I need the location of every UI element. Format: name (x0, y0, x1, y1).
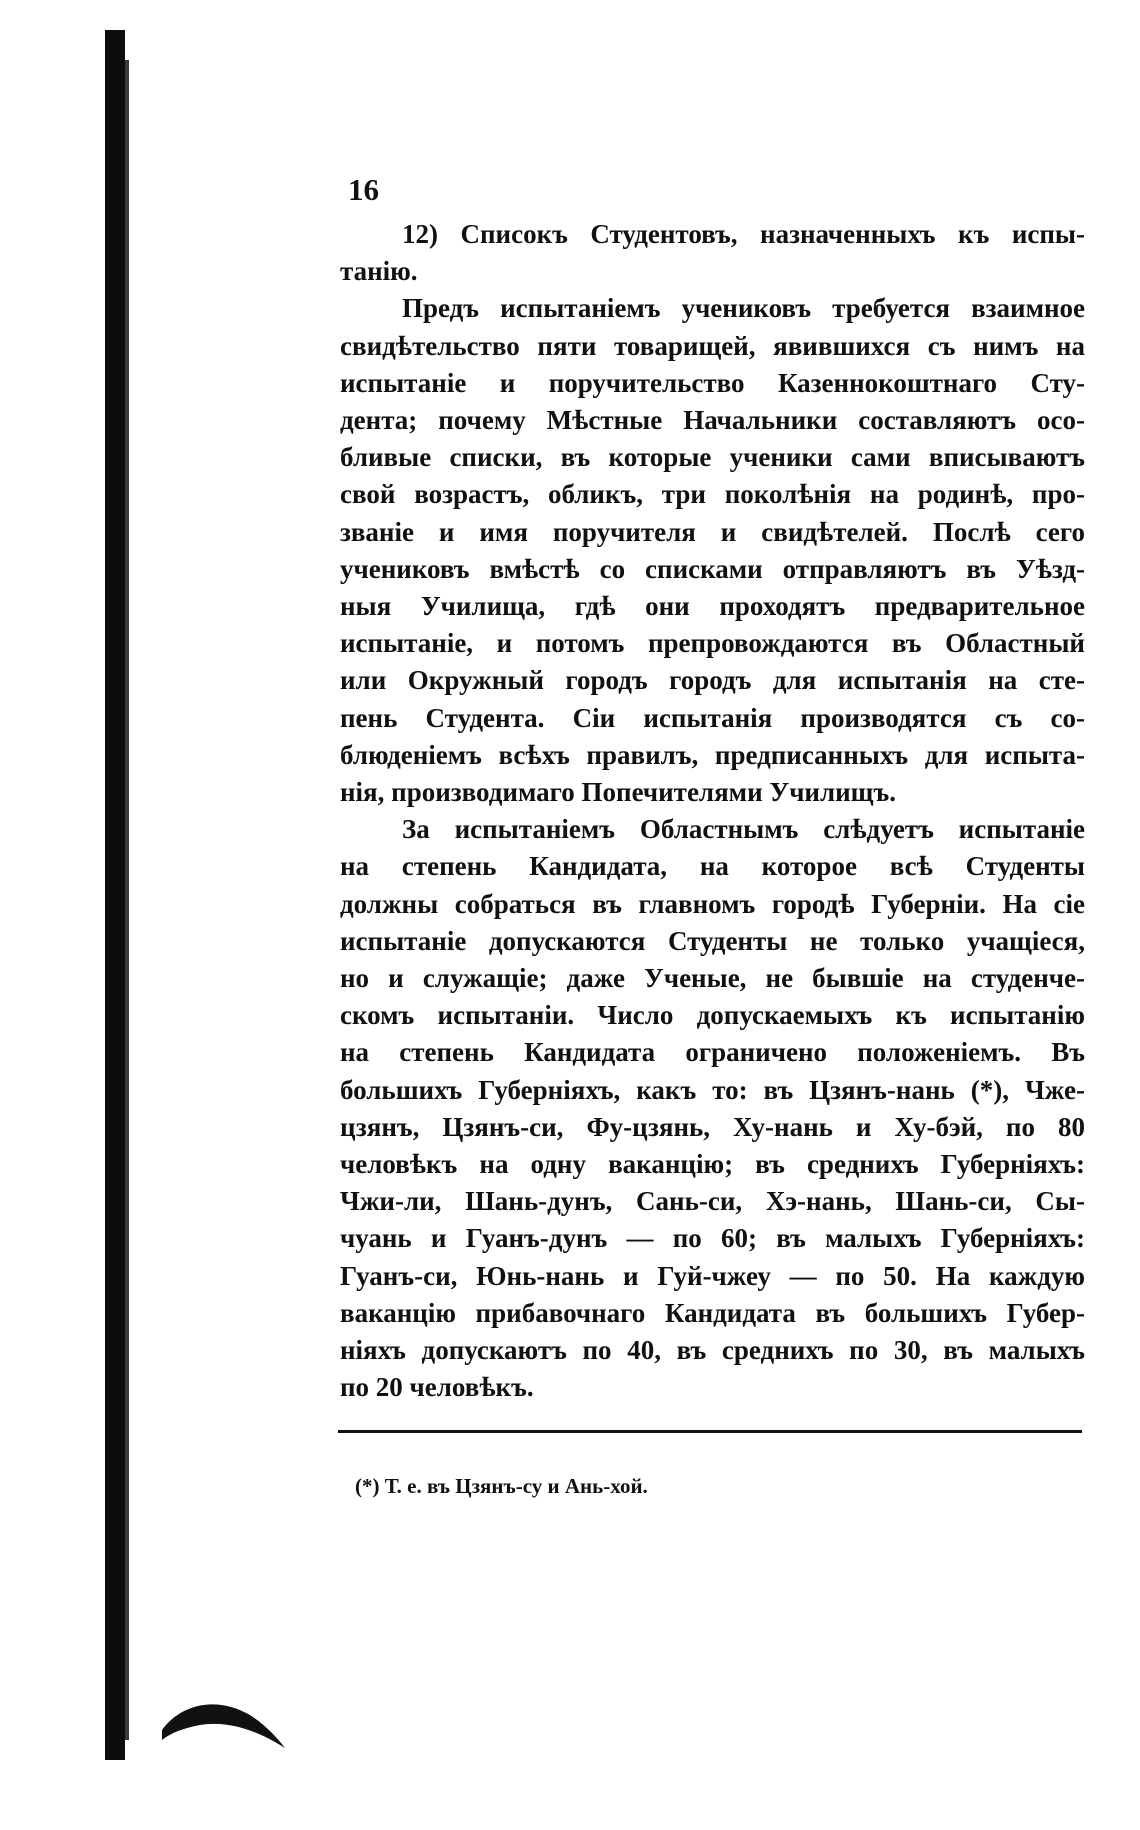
paragraph-line: учениковъ вмѣстѣ со списками отправляютъ въ Уѣзд- (340, 553, 1085, 584)
paragraph-line: цзянъ, Цзянъ-си, Фу-цзянь, Ху-нань и Ху-бэй, по 80 (340, 1111, 1085, 1142)
paragraph-line: Чжи-ли, Шань-дунъ, Сань-си, Хэ-нань, Шань-си, Сы- (340, 1186, 1085, 1217)
paragraph-line: испытаніе, и потомъ препровождаются въ Областный (340, 628, 1085, 659)
paragraph-line: испытаніе и поручительство Казеннокоштнаго Сту- (340, 367, 1085, 398)
paragraph-line: испытаніе допускаются Студенты не только учащіеся, (340, 925, 1085, 956)
paragraph-line: Гуанъ-си, Юнь-нань и Гуй-чжеу — по 50. На каждую (340, 1260, 1085, 1291)
paragraph-line: Предъ испытаніемъ учениковъ требуется взаимное (402, 293, 1085, 324)
paragraph-line: ныя Училища, гдѣ они проходятъ предварительное (340, 591, 1085, 622)
book-spine-shadow (105, 30, 125, 1760)
paragraph-line: пень Студента. Сіи испытанія производятся съ со- (340, 702, 1085, 733)
paragraph-line: но и служащіе; даже Ученые, не бывшіе на студенче- (340, 963, 1085, 994)
paragraph-line: на степень Кандидата, на которое всѣ Студенты (340, 851, 1085, 882)
main-text (340, 216, 1085, 1407)
footnote: (*) Т. е. въ Цзянъ-су и Ань-хой. (355, 1474, 648, 1498)
paragraph-line: по 20 человѣкъ. (340, 1372, 534, 1403)
paragraph-line: званіе и имя поручителя и свидѣтелей. Послѣ сего (340, 516, 1085, 547)
book-spine-edge (125, 60, 129, 1740)
paragraph-line: ніяхъ допускаютъ по 40, въ среднихъ по 30, въ малыхъ (340, 1335, 1085, 1366)
page-curl-mark (160, 1670, 290, 1750)
paragraph-line: чуань и Гуанъ-дунъ — по 60; въ малыхъ Губерніяхъ: (340, 1223, 1085, 1254)
footnote-divider (338, 1430, 1082, 1433)
paragraph-line: человѣкъ на одну ваканцію; въ среднихъ Губерніяхъ: (340, 1149, 1085, 1180)
paragraph-line: За испытаніемъ Областнымъ слѣдуетъ испытаніе (402, 814, 1085, 845)
page-number: 16 (348, 172, 379, 207)
paragraph-line: большихъ Губерніяхъ, какъ то: въ Цзянъ-нань (*), Чже- (340, 1074, 1085, 1105)
paragraph-line: ваканцію прибавочнаго Кандидата въ большихъ Губер- (340, 1297, 1085, 1328)
paragraph-line: бливые списки, въ которые ученики сами вписываютъ (340, 442, 1085, 473)
paragraph-line: свидѣтельство пяти товарищей, явившихся съ нимъ на (340, 330, 1085, 361)
paragraph-line: нія, производимаго Попечителями Училищъ. (340, 777, 896, 808)
section-heading-line: 12) Списокъ Студентовъ, назначенныхъ къ испы- (402, 219, 1085, 249)
paragraph-line: дента; почему Мѣстные Начальники составляютъ осо- (340, 405, 1085, 436)
paragraph-line: или Окружный городъ городъ для испытанія на сте- (340, 665, 1085, 696)
paragraph-line: на степень Кандидата ограничено положеніемъ. Въ (340, 1037, 1085, 1068)
paragraph-line: блюденіемъ всѣхъ правилъ, предписанныхъ для испыта- (340, 739, 1085, 770)
section-heading-line: танію. (340, 256, 418, 287)
paragraph-line: скомъ испытаніи. Число допускаемыхъ къ испытанію (340, 1000, 1085, 1031)
paragraph-line: должны собраться въ главномъ городѣ Губерніи. На сіе (340, 888, 1085, 919)
paragraph-line: свой возрастъ, обликъ, три поколѣнія на родинѣ, про- (340, 479, 1085, 510)
